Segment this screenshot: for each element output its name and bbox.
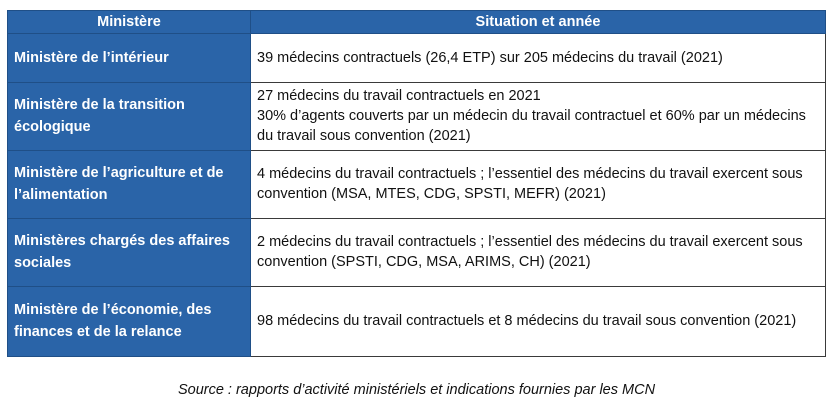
header-ministere: Ministère: [8, 11, 251, 34]
situation-text: 2 médecins du travail contractuels ; l’essentiel des médecins du travail exercent sous convention (SPSTI, CDG, MSA, ARIMS, CH) (2021): [257, 234, 803, 270]
source-caption: Source : rapports d’activité ministériels et indications fournies par les MCN: [177, 382, 656, 398]
ministry-table: [7, 10, 826, 357]
situation-text: 98 médecins du travail contractuels et 8 médecins du travail sous convention (2021): [257, 313, 797, 329]
ministry-cell: Ministère de l’agriculture et de l’alimentation: [8, 151, 251, 219]
situation-cell: [251, 219, 826, 287]
situation-text: 4 médecins du travail contractuels ; l’essentiel des médecins du travail exercent sous convention (MSA, MTES, CDG, SPSTI, MEFR) (2021): [257, 166, 803, 202]
header-situation: Situation et année: [251, 11, 826, 34]
situation-cell: [251, 83, 826, 151]
table-row: [8, 287, 826, 357]
situation-cell: [251, 287, 826, 357]
ministry-table-container: [7, 10, 825, 357]
situation-text: 27 médecins du travail contractuels en 2021: [257, 88, 541, 104]
situation-text: 30% d’agents couverts par un médecin du travail contractuel et 60% par un médecins du travail sous convention (2021): [257, 108, 806, 144]
table-row: [8, 34, 826, 83]
table-row: [8, 151, 826, 219]
ministry-cell: Ministère de la transition écologique: [8, 83, 251, 151]
table-header-row: [8, 11, 826, 34]
situation-cell: [251, 34, 826, 83]
ministry-cell: Ministère de l’intérieur: [8, 34, 251, 83]
table-row: [8, 83, 826, 151]
situation-text: 39 médecins contractuels (26,4 ETP) sur 205 médecins du travail (2021): [257, 49, 723, 66]
table-row: [8, 219, 826, 287]
ministry-cell: Ministère de l’économie, des finances et de la relance: [8, 287, 251, 357]
situation-cell: [251, 151, 826, 219]
ministry-cell: Ministères chargés des affaires sociales: [8, 219, 251, 287]
